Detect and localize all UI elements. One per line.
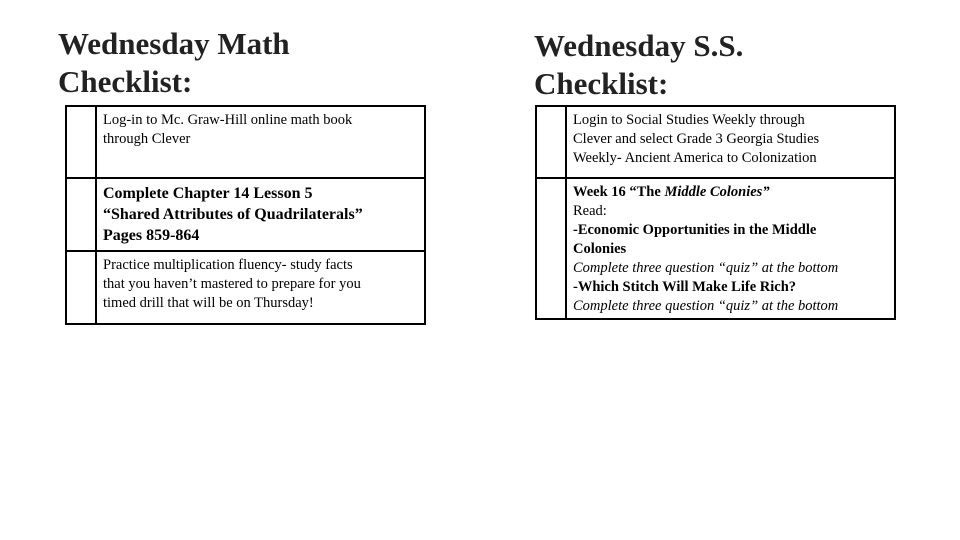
- checklist-row: [66, 178, 425, 251]
- article-title: -Which Stitch Will Make Life Rich?: [573, 279, 797, 295]
- week-topic: Middle Colonies”: [664, 184, 770, 200]
- item-line: Clever and select Grade 3 Georgia Studies: [573, 131, 820, 147]
- item-line: “Shared Attributes of Quadrilaterals”: [103, 206, 363, 223]
- week-heading: [573, 183, 888, 202]
- item-line: Complete Chapter 14 Lesson 5: [103, 185, 313, 202]
- item-line: through Clever: [103, 131, 191, 147]
- quiz-instruction: Complete three question “quiz” at the bottom: [573, 298, 839, 314]
- math-checklist-title: [58, 25, 418, 101]
- item-line: Practice multiplication fluency- study facts: [103, 257, 353, 273]
- math-title-line-2: Checklist:: [58, 64, 193, 99]
- checklist-row: [536, 178, 895, 319]
- checklist-item-text: [566, 106, 895, 178]
- checkbox[interactable]: [536, 178, 566, 319]
- math-title-line-1: Wednesday Math: [58, 26, 290, 61]
- article-title: -Economic Opportunities in the Middle: [573, 222, 817, 238]
- math-checklist-table: [65, 105, 426, 325]
- item-line: Login to Social Studies Weekly through: [573, 112, 805, 128]
- ss-title-line-2: Checklist:: [534, 66, 669, 101]
- item-line: that you haven’t mastered to prepare for you: [103, 276, 361, 292]
- item-line: timed drill that will be on Thursday!: [103, 295, 314, 311]
- checklist-row: [66, 251, 425, 324]
- read-label: Read:: [573, 203, 607, 219]
- week-label: Week 16 “The: [573, 184, 665, 200]
- ss-checklist-title: [534, 27, 914, 103]
- item-line: Pages 859-864: [103, 227, 200, 244]
- checklist-row: [536, 106, 895, 178]
- item-line: Weekly- Ancient America to Colonization: [573, 150, 817, 166]
- checklist-item-text: [96, 178, 425, 251]
- ss-title-line-1: Wednesday S.S.: [534, 28, 744, 63]
- quiz-instruction: Complete three question “quiz” at the bottom: [573, 260, 839, 276]
- checkbox[interactable]: [66, 106, 96, 178]
- checkbox[interactable]: [66, 251, 96, 324]
- checklist-item-text: [96, 251, 425, 324]
- checklist-item-text: [566, 178, 895, 319]
- checklist-item-text: [96, 106, 425, 178]
- checkbox[interactable]: [66, 178, 96, 251]
- checklist-row: [66, 106, 425, 178]
- item-line: Log-in to Mc. Graw-Hill online math book: [103, 112, 353, 128]
- article-title: Colonies: [573, 241, 627, 257]
- ss-checklist-table: [535, 105, 896, 320]
- checkbox[interactable]: [536, 106, 566, 178]
